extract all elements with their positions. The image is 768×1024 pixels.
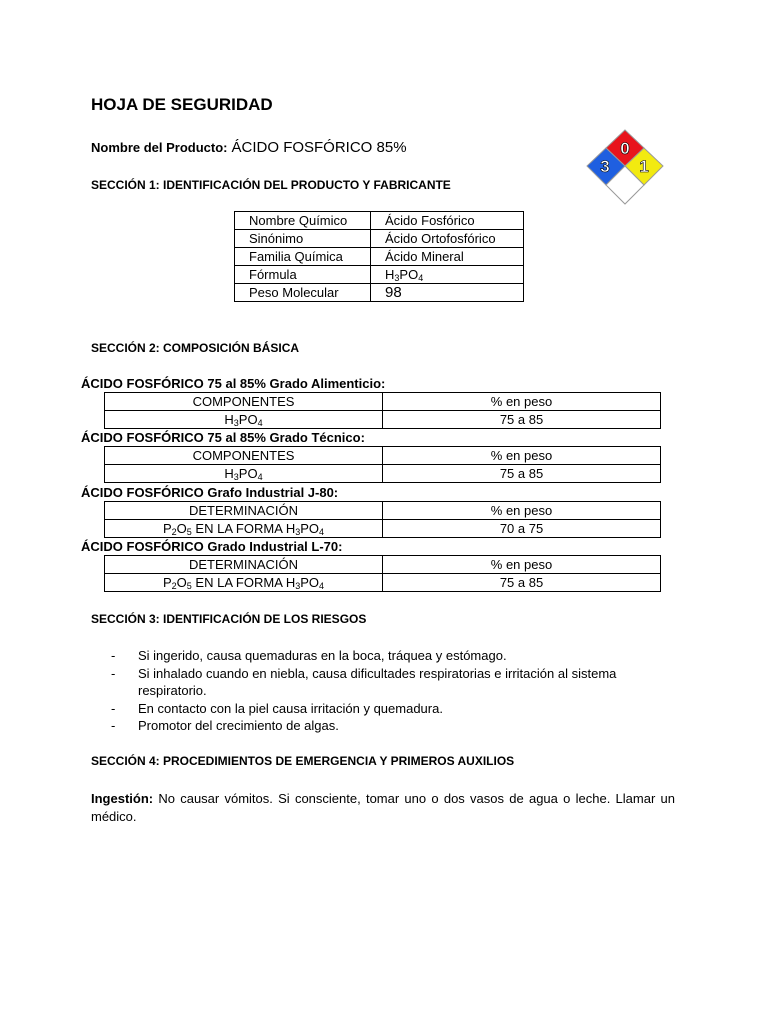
composition-component: $P_2O_5$ EN LA FORMA $H_3PO_4$ [105, 520, 383, 538]
column-header: DETERMINACIÓN [105, 556, 383, 574]
composition-component: $P_2O_5$ EN LA FORMA $H_3PO_4$ [105, 574, 383, 592]
composition-table [104, 392, 661, 429]
id-value: Ácido Fosfórico [371, 212, 524, 230]
composition-value: 75 a 85 [383, 574, 661, 592]
table-row [105, 574, 661, 592]
composition-value: 70 a 75 [383, 520, 661, 538]
table-row [105, 393, 661, 411]
nfpa-reactivity-value: 1 [639, 157, 649, 176]
id-value: Ácido Mineral [371, 248, 524, 266]
product-name: ÁCIDO FOSFÓRICO 85% [231, 139, 407, 156]
column-header: % en peso [383, 393, 661, 411]
document-title: HOJA DE SEGURIDAD [91, 95, 273, 114]
list-item: - Si ingerido, causa quemaduras en la boca, tráquea y estómago. [111, 647, 671, 665]
id-label: Sinónimo [235, 230, 371, 248]
composition-heading: ÁCIDO FOSFÓRICO 75 al 85% Grado Alimenticio: [81, 376, 386, 391]
nfpa-flammability-value: 0 [620, 139, 630, 158]
table-row [235, 284, 524, 302]
id-label: Familia Química [235, 248, 371, 266]
table-row [235, 230, 524, 248]
product-line [91, 139, 407, 156]
composition-value: 75 a 85 [383, 465, 661, 483]
composition-heading: ÁCIDO FOSFÓRICO Grafo Industrial J-80: [81, 485, 339, 500]
table-row [105, 465, 661, 483]
product-label: Nombre del Producto: [91, 140, 228, 155]
column-header: COMPONENTES [105, 393, 383, 411]
column-header: % en peso [383, 502, 661, 520]
table-row [105, 556, 661, 574]
section2-title: SECCIÓN 2: COMPOSICIÓN BÁSICA [91, 341, 300, 355]
column-header: % en peso [383, 556, 661, 574]
list-item: - En contacto con la piel causa irritación y quemadura. [111, 700, 671, 718]
id-label: Peso Molecular [235, 284, 371, 302]
nfpa-diamond-icon [583, 129, 667, 205]
section3-title: SECCIÓN 3: IDENTIFICACIÓN DE LOS RIESGOS [91, 612, 367, 626]
table-row [235, 212, 524, 230]
composition-heading: ÁCIDO FOSFÓRICO Grado Industrial L-70: [81, 539, 343, 554]
id-label: Fórmula [235, 266, 371, 284]
table-row [105, 520, 661, 538]
nfpa-health-value: 3 [600, 157, 610, 176]
list-item: - Promotor del crecimiento de algas. [111, 717, 671, 735]
composition-table [104, 501, 661, 538]
composition-table [104, 446, 661, 483]
column-header: DETERMINACIÓN [105, 502, 383, 520]
id-value: Ácido Ortofosfórico [371, 230, 524, 248]
ingestion-label: Ingestión: [91, 791, 154, 806]
identification-table [234, 211, 524, 302]
composition-value: 75 a 85 [383, 411, 661, 429]
table-row [105, 447, 661, 465]
composition-component: $H_3PO_4$ [105, 465, 383, 483]
ingestion-text: No causar vómitos. Si consciente, tomar uno o dos vasos de agua o leche. Llamar un médico. [91, 791, 675, 824]
column-header: % en peso [383, 447, 661, 465]
composition-table [104, 555, 661, 592]
composition-component: $H_3PO_4$ [105, 411, 383, 429]
composition-heading: ÁCIDO FOSFÓRICO 75 al 85% Grado Técnico: [81, 430, 365, 445]
table-row [105, 411, 661, 429]
id-value: 98 [371, 284, 524, 302]
id-value-formula: $H_3PO_4$ [371, 266, 524, 284]
risk-list [111, 647, 671, 735]
table-row [235, 266, 524, 284]
table-row [105, 502, 661, 520]
section1-title: SECCIÓN 1: IDENTIFICACIÓN DEL PRODUCTO Y FABRICANTE [91, 178, 451, 192]
section4-title: SECCIÓN 4: PROCEDIMIENTOS DE EMERGENCIA Y PRIMEROS AUXILIOS [91, 754, 515, 768]
table-row [235, 248, 524, 266]
ingestion-paragraph [91, 790, 675, 826]
list-item: - Si inhalado cuando en niebla, causa dificultades respiratorias e irritación al sistema respiratorio. [111, 665, 671, 700]
column-header: COMPONENTES [105, 447, 383, 465]
id-label: Nombre Químico [235, 212, 371, 230]
